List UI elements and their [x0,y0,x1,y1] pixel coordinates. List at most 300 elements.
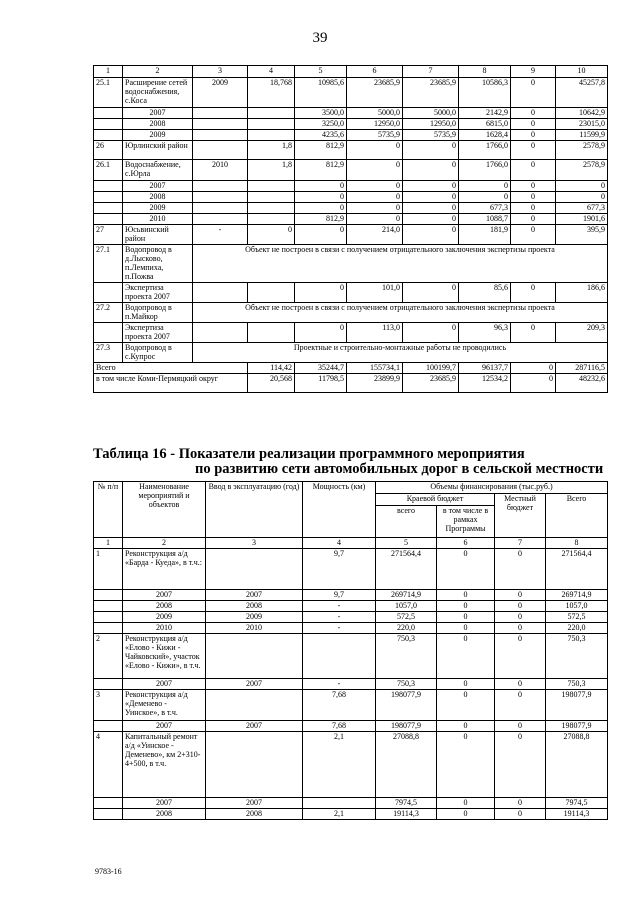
table-cell: 5000,0 [347,108,403,119]
roads-table [93,481,608,820]
table-cell: 2009 [123,612,206,623]
table-cell: 2008 [206,809,303,820]
table-cell: 19114,3 [546,809,608,820]
table-cell: 0 [437,612,495,623]
table-cell: 7,68 [303,690,376,721]
table-cell: 0 [403,214,459,225]
table-cell: 186,6 [556,283,608,303]
table-row [94,303,608,323]
table-cell: 0 [511,141,556,160]
table-cell: 198077,9 [546,690,608,721]
table-row [94,283,608,303]
table-cell: 0 [295,181,347,192]
table-cell: 1 [94,549,123,590]
table-cell: 1 [94,538,123,549]
roads-table-header [94,482,608,549]
table-cell: 26 [94,141,123,160]
table-cell: 27088,8 [376,732,437,798]
table-cell: 113,0 [347,323,403,343]
table-cell [303,634,376,679]
table-cell: 5735,9 [403,130,459,141]
table-cell [94,612,123,623]
table-cell [94,721,123,732]
table-cell: 7,68 [303,721,376,732]
table-cell: 7974,5 [376,798,437,809]
roads-table-body [94,549,608,820]
table-cell: 2009 [123,203,193,214]
table-cell: 269714,9 [376,590,437,601]
table-cell: 0 [403,160,459,181]
table-cell: Расширение сетей водоснабжения, с.Коса [123,78,193,108]
table-cell: 0 [437,721,495,732]
table-row [94,181,608,192]
table-cell: 48232,6 [556,374,608,393]
table-cell: 2009 [193,78,248,108]
table-cell: 1057,0 [546,601,608,612]
table-cell [193,283,248,303]
table-cell [193,323,248,343]
table-cell: 0 [511,160,556,181]
table-cell: 6 [437,538,495,549]
table-cell: 0 [295,203,347,214]
table-cell [94,192,123,203]
table-cell: 812,9 [295,160,347,181]
table-row [94,160,608,181]
table-cell [248,214,295,225]
table-cell: 2007 [206,590,303,601]
table-cell: 198077,9 [376,690,437,721]
table-cell: 209,3 [556,323,608,343]
table-cell: 214,0 [347,225,403,245]
table-cell: 2008 [206,601,303,612]
table-cell: 1,8 [248,160,295,181]
table-cell: 6 [347,66,403,78]
table-cell: 0 [295,283,347,303]
table-cell: 101,0 [347,283,403,303]
table-cell: 2142,9 [459,108,511,119]
table-cell: 3250,0 [295,119,347,130]
footer-code: 9783-16 [95,867,122,876]
table-cell: 2010 [193,160,248,181]
header-funding: Объемы финансирования (тыс.руб.) [376,482,608,494]
table-cell: 10642,9 [556,108,608,119]
table-cell: 2008 [123,119,193,130]
table-cell: - [303,601,376,612]
table-cell: 0 [495,690,546,721]
table-cell: 0 [495,679,546,690]
table-row [94,323,608,343]
table-cell: 23899,9 [347,374,403,393]
table-row [94,612,608,623]
table-cell: 0 [403,283,459,303]
table-cell: 2009 [123,130,193,141]
table-cell: 18,768 [248,78,295,108]
table-row [94,374,608,393]
table-cell: 2578,9 [556,160,608,181]
table-row [94,634,608,679]
table-cell: 27088,8 [546,732,608,798]
table-cell: 0 [437,798,495,809]
table-cell: 2578,9 [556,141,608,160]
table-cell: 5 [376,538,437,549]
table-cell: 3 [206,538,303,549]
table-cell: 0 [347,160,403,181]
table-cell: 2007 [206,798,303,809]
table-cell: 0 [295,192,347,203]
table-cell [193,181,248,192]
table-cell: 1766,0 [459,141,511,160]
table-cell: 7 [495,538,546,549]
table-cell [248,181,295,192]
table-cell: 0 [437,679,495,690]
table-cell: 1088,7 [459,214,511,225]
table-cell: 0 [495,549,546,590]
table-cell: 2007 [206,679,303,690]
table-row [94,108,608,119]
table-cell: 0 [556,181,608,192]
table-cell: 114,42 [248,363,295,374]
table-cell [94,590,123,601]
table-cell: 9 [511,66,556,78]
table-cell: - [193,225,248,245]
table-cell: 0 [511,108,556,119]
table-cell: 2007 [206,721,303,732]
table-cell: 0 [495,809,546,820]
heading-line-2: по развитию сети автомобильных дорог в сельской местности [195,461,604,477]
table-cell: 0 [437,634,495,679]
table-cell: 0 [459,192,511,203]
table-cell [248,108,295,119]
table-cell: 271564,4 [376,549,437,590]
table-row [94,78,608,108]
table-cell: Объект не построен в связи с получением отрицательного заключения экспертизы проекта [193,303,608,323]
table-cell: 3 [193,66,248,78]
table-cell [94,283,123,303]
table-cell: в том числе Коми-Пермяцкий округ [94,374,248,393]
table-cell: 12950,0 [403,119,459,130]
table-row [94,119,608,130]
table-cell: 23685,9 [347,78,403,108]
table-cell: 8 [459,66,511,78]
table-cell: 2008 [123,192,193,203]
table-cell: 287116,5 [556,363,608,374]
table-cell: 220,0 [376,623,437,634]
table-cell: Водоснабжение, с.Юрла [123,160,193,181]
table-cell: 96137,7 [459,363,511,374]
heading-line-1: Таблица 16 - Показатели реализации программного мероприятия [93,446,525,462]
table-cell [248,130,295,141]
table-cell: 0 [511,130,556,141]
table-cell: 4 [94,732,123,798]
header-regional-program: в том числе в рамках Программы [437,506,495,538]
table-cell [206,732,303,798]
table-cell [94,203,123,214]
table-row [94,623,608,634]
table-cell: Юрлинский район [123,141,193,160]
table-cell: Водопровод в д.Лысково, п.Лемпиха, п.Пожва [123,245,193,283]
header-regional-total: всего [376,506,437,538]
table-cell: 0 [495,590,546,601]
table-cell: 10 [556,66,608,78]
table-row [94,225,608,245]
table-cell: 750,3 [546,679,608,690]
table-cell: 0 [295,323,347,343]
table-cell [303,798,376,809]
table-cell [193,214,248,225]
table-cell: 0 [495,612,546,623]
table-cell: 4 [303,538,376,549]
table-row [94,214,608,225]
table-cell: Экспертиза проекта 2007 [123,283,193,303]
table-cell: Реконструкция а/д «Елово - Кижи - Чайковский», участок «Елово - Кижи», в т.ч. [123,634,206,679]
table-cell [94,809,123,820]
table-cell: 0 [437,732,495,798]
table-cell: Экспертиза проекта 2007 [123,323,193,343]
table-cell: 8 [546,538,608,549]
table-cell: 0 [511,283,556,303]
table-cell: 0 [437,601,495,612]
table-cell: 3500,0 [295,108,347,119]
table-cell [193,108,248,119]
header-total: Всего [546,494,608,538]
table-cell: 0 [511,119,556,130]
table-cell: 0 [511,192,556,203]
table-cell [248,203,295,214]
table-cell: 0 [347,203,403,214]
table-cell [248,119,295,130]
table-row [94,679,608,690]
table-cell: 750,3 [376,679,437,690]
table-cell: - [303,612,376,623]
table-row [94,732,608,798]
table-16-heading [93,447,613,477]
page-number: 39 [312,30,328,46]
table-cell [94,323,123,343]
table-cell: 0 [347,181,403,192]
table-row [94,798,608,809]
table-cell: 271564,4 [546,549,608,590]
table-cell: 35244,7 [295,363,347,374]
table-cell [94,181,123,192]
table-cell: - [303,679,376,690]
table-cell: 7 [403,66,459,78]
table-cell: 3 [94,690,123,721]
table-cell: 198077,9 [546,721,608,732]
table-cell: 181,9 [459,225,511,245]
table-cell [94,601,123,612]
header-regional: Краевой бюджет [376,494,495,506]
table-cell: 0 [495,798,546,809]
table-cell: 0 [437,549,495,590]
table-cell: 2007 [123,721,206,732]
table-row [94,130,608,141]
table-cell: 0 [347,214,403,225]
table-cell: 9,7 [303,590,376,601]
table-cell: 2007 [123,181,193,192]
table-cell: 5000,0 [403,108,459,119]
table-cell: 2007 [123,798,206,809]
table-cell: Реконструкция а/д «Деменево - Уинское», в т.ч. [123,690,206,721]
table-cell: - [303,623,376,634]
table-cell [248,283,295,303]
financing-table-body [94,66,608,393]
table-cell: 12534,2 [459,374,511,393]
table-cell: 0 [437,590,495,601]
table-cell: 750,3 [546,634,608,679]
table-cell: 2008 [123,809,206,820]
table-cell: 0 [495,732,546,798]
table-cell: 395,9 [556,225,608,245]
table-cell: 677,3 [459,203,511,214]
table-cell: 27.2 [94,303,123,323]
table-cell: 0 [556,192,608,203]
table-cell: 2007 [123,590,206,601]
table-cell: Водопровод в п.Майкор [123,303,193,323]
table-cell: 0 [295,225,347,245]
table-cell: 20,568 [248,374,295,393]
table-cell: 9,7 [303,549,376,590]
table-cell: 269714,9 [546,590,608,601]
table-cell: 11798,5 [295,374,347,393]
table-cell [206,690,303,721]
table-row [94,601,608,612]
table-cell: 0 [495,623,546,634]
table-cell: 198077,9 [376,721,437,732]
table-cell: 0 [495,601,546,612]
table-cell: 0 [511,214,556,225]
table-cell: 2007 [123,679,206,690]
table-cell: 0 [511,78,556,108]
table-cell: 4 [248,66,295,78]
table-cell: 1901,6 [556,214,608,225]
table-cell: 812,9 [295,141,347,160]
table-cell: 572,5 [546,612,608,623]
table-cell: 100199,7 [403,363,459,374]
table-cell [94,119,123,130]
table-cell: 677,3 [556,203,608,214]
table-cell: 4235,6 [295,130,347,141]
table-cell: 0 [495,721,546,732]
table-row [94,192,608,203]
table-cell: 7974,5 [546,798,608,809]
table-cell: 10586,3 [459,78,511,108]
header-num: № п/п [94,482,123,538]
table-cell: 0 [459,181,511,192]
table-cell: Реконструкция а/д «Барда - Куеда», в т.ч.: [123,549,206,590]
table-cell: 0 [437,623,495,634]
table-cell [248,323,295,343]
table-cell: 812,9 [295,214,347,225]
table-row [94,690,608,721]
column-numbers-row [94,66,608,78]
table-cell: 27.1 [94,245,123,283]
table-row [94,549,608,590]
table-cell: 2008 [123,601,206,612]
table-row [94,343,608,363]
table-cell: 2 [123,538,206,549]
table-cell: 2007 [123,108,193,119]
table-cell [94,623,123,634]
table-cell: 0 [403,141,459,160]
table-cell: 0 [347,141,403,160]
table-cell [193,119,248,130]
table-cell: 0 [511,323,556,343]
table-cell: 2010 [123,214,193,225]
table-cell: 0 [403,203,459,214]
table-cell: 96,3 [459,323,511,343]
table-row [94,721,608,732]
table-cell: 23015,0 [556,119,608,130]
table-cell [193,130,248,141]
table-cell [206,549,303,590]
table-cell: 0 [511,203,556,214]
table-cell: 5735,9 [347,130,403,141]
table-cell: Проектные и строительно-монтажные работы не проводились [193,343,608,363]
table-cell: 2010 [123,623,206,634]
table-cell: 2009 [206,612,303,623]
table-row [94,590,608,601]
table-cell: 0 [437,690,495,721]
table-cell: 0 [403,181,459,192]
table-cell: 45257,8 [556,78,608,108]
table-cell: Объект не построен в связи с получением отрицательного заключения экспертизы проекта [193,245,608,283]
table-cell [94,214,123,225]
table-cell: 25.1 [94,78,123,108]
table-cell: 23685,9 [403,374,459,393]
table-cell: 10985,6 [295,78,347,108]
table-cell: 0 [403,225,459,245]
table-cell: 23685,9 [403,78,459,108]
table-cell: 2,1 [303,732,376,798]
table-cell: 0 [437,809,495,820]
table-cell: 27 [94,225,123,245]
table-cell: 6815,0 [459,119,511,130]
table-cell: 0 [511,374,556,393]
table-row [94,203,608,214]
table-cell: 572,5 [376,612,437,623]
table-cell: 12950,0 [347,119,403,130]
table-cell: 1 [94,66,123,78]
table-row [94,809,608,820]
table-cell: 0 [403,192,459,203]
table-cell: 26.1 [94,160,123,181]
table-cell: 85,6 [459,283,511,303]
header-capacity: Мощность (км) [303,482,376,538]
table-cell [206,634,303,679]
table-cell [248,192,295,203]
table-cell: 0 [511,225,556,245]
table-cell: 1057,0 [376,601,437,612]
header-name: Наименование мероприятий и объектов [123,482,206,538]
table-cell: 750,3 [376,634,437,679]
table-row [94,363,608,374]
table-cell: 1628,4 [459,130,511,141]
table-cell: 0 [347,192,403,203]
header-local: Местный бюджет [495,494,546,538]
table-cell: 0 [511,181,556,192]
column-numbers-row [94,538,608,549]
table-cell: 2 [94,634,123,679]
table-row [94,141,608,160]
table-cell: 0 [511,363,556,374]
table-cell [193,192,248,203]
table-cell: 27.3 [94,343,123,363]
table-cell: 2,1 [303,809,376,820]
table-cell [94,798,123,809]
table-cell: 11599,9 [556,130,608,141]
table-cell: Юсьвинский район [123,225,193,245]
table-cell [193,203,248,214]
